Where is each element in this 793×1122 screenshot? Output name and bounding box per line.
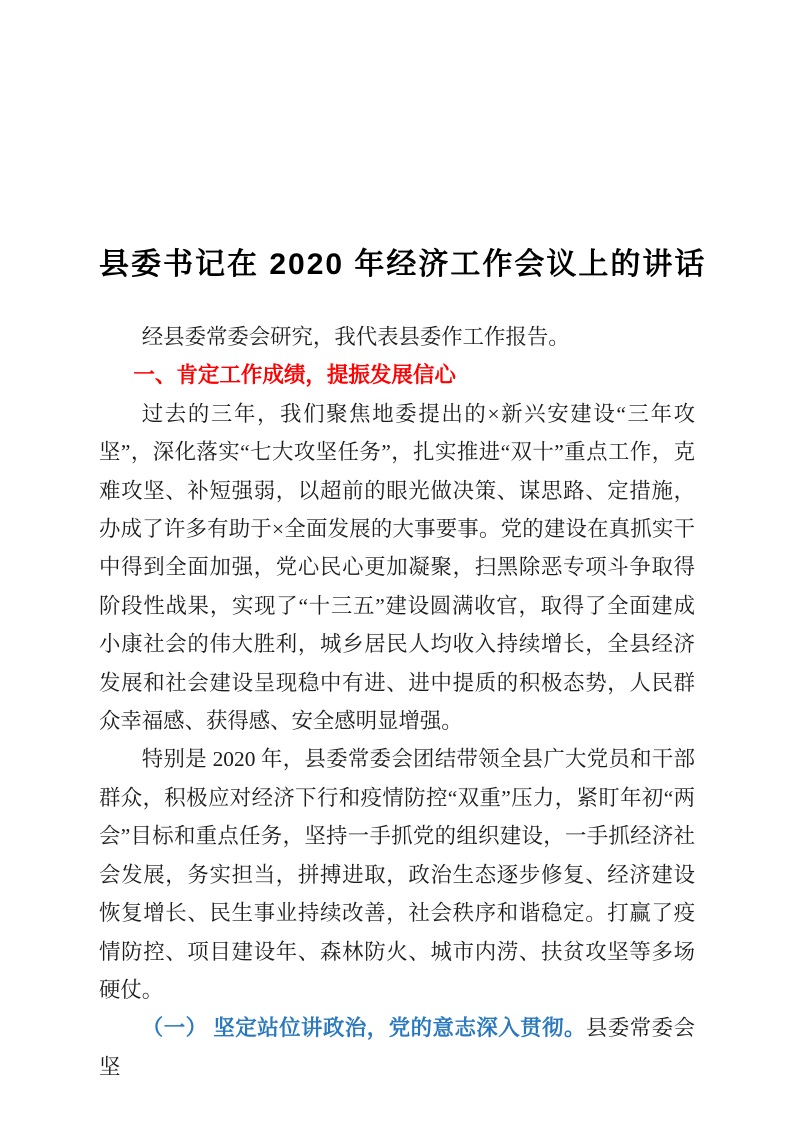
subsection-1-lead: （一） 坚定站位讲政治，党的意志深入贯彻。 [141, 1016, 586, 1041]
paragraph-2020: 特别是 2020 年，县委常委会团结带领全县广大党员和干部群众，积极应对经济下行和疫情防控“双重”压力，紧盯年初“两会”目标和重点任务，坚持一手抓党的组织建设，一手抓经济社会发展，务实担当，拼搏进取，政治生态逐步修复、经济建设恢复增长、民生事业持续改善，社会秩序和谐稳定。打赢了疫情防控、项目建设年、森林防火、城市内涝、扶贫攻坚等多场硬仗。 [99, 747, 695, 1002]
paragraph-achievements: 过去的三年，我们聚焦地委提出的×新兴安建设“三年攻坚”，深化落实“七大攻坚任务”，扎实推进“双十”重点工作，克难攻坚、补短强弱，以超前的眼光做决策、谋思路、定措施，办成了许多有助于×全面发展的大事要事。党的建设在真抓实干中得到全面加强，党心民心更加凝聚，扫黑除恶专项斗争取得阶段性战果，实现了“十三五”建设圆满收官，取得了全面建成小康社会的伟大胜利，城乡居民人均收入持续增长，全县经济发展和社会建设呈现稳中有进、进中提质的积极态势，人民群众幸福感、获得感、安全感明显增强。 [99, 401, 695, 734]
section-1-heading: 一、肯定工作成绩，提振发展信心 [133, 363, 456, 388]
subsection-1-paragraph [99, 1009, 695, 1086]
document-title: 县委书记在 2020 年经济工作会议上的讲话 [99, 248, 707, 281]
intro-paragraph: 经县委常委会研究，我代表县委作工作报告。 [141, 325, 570, 349]
subsection-1-continuation: 县委常委会坚 [99, 1016, 695, 1079]
